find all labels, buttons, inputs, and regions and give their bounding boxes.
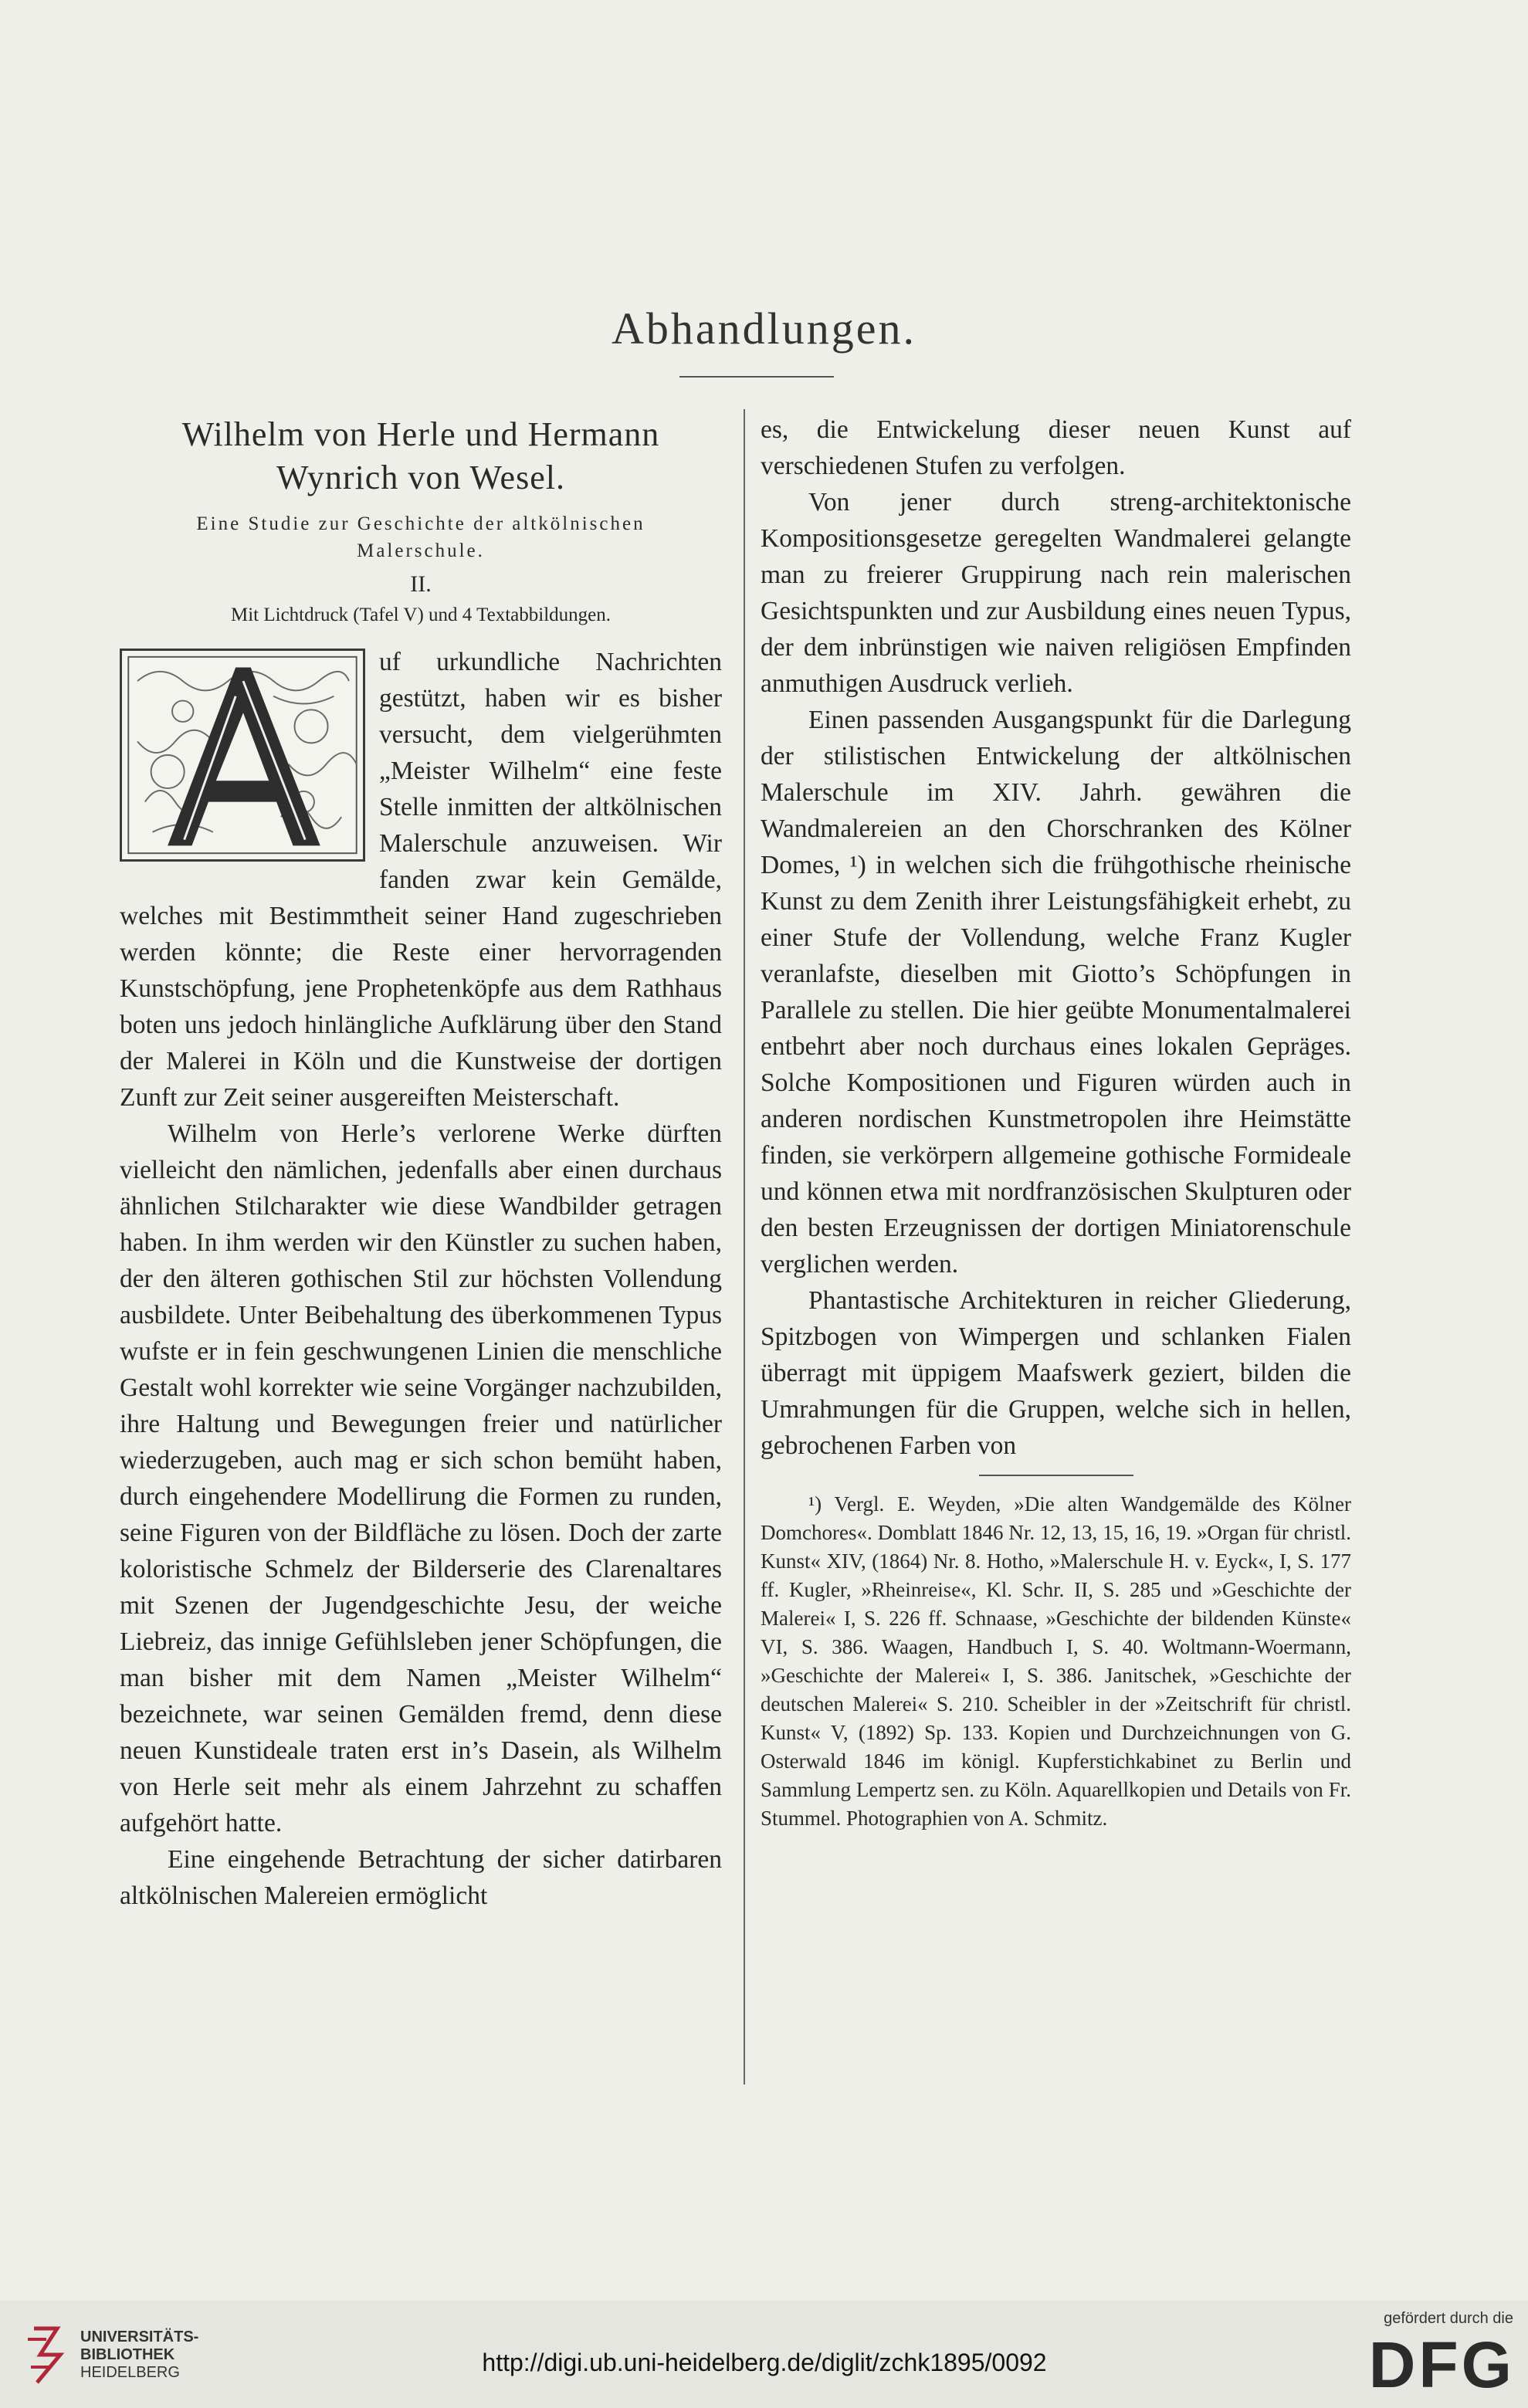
opening-paragraph-block: [120, 644, 722, 1116]
paragraph-architekturen: Phantastische Architekturen in reicher Gliederung, Spitzbogen von Wimpergen und schlanken Fialen überragt mit üppigem Maafswerk geziert, bilden die Umrahmungen für die Gruppen, welche sich in hellen, gebrochenen Farben von: [761, 1286, 1351, 1460]
paragraph-1: uf urkundliche Nachrichten gestützt, haben wir es bisher versucht, dem vielgerühmten „Meister Wilhelm“ eine feste Stelle inmitten der altkölnischen Malerschule anzuweisen. Wir fanden zwar kein Gemälde, welches mit Bestimmtheit seiner Hand zugeschrieben werden könnte; die Reste einer hervorragenden Kunstschöpfung, jene Prophetenköpfe aus dem Rathhaus boten uns jedoch hinlängliche Aufklärung über den Stand der Malerei in Köln und die Kunstweise der dortigen Zunft zur Zeit seiner ausgereiften Meisterschaft.: [120, 648, 722, 1112]
article-part-number: II.: [410, 571, 432, 597]
article-subtitle: [120, 510, 722, 564]
title-rule: [679, 376, 834, 378]
article-title-line1: Wilhelm von Herle und Hermann: [181, 415, 660, 453]
paragraph-3: Eine eingehende Betrachtung der sicher datirbaren altkölnischen Malereien ermöglicht: [120, 1845, 722, 1910]
column-divider: [744, 409, 745, 2085]
library-name-line1: UNIVERSITÄTS-: [80, 2328, 199, 2345]
article-subtitle-line2: Malerschule.: [357, 540, 485, 561]
library-logo[interactable]: [23, 2324, 224, 2386]
funder-label: gefördert durch die: [1384, 2310, 1513, 2327]
paragraph-ausgangspunkt: Einen passenden Ausgangspunkt für die Darlegung der stilistischen Entwickelung der altkölnischen Malerschule im XIV. Jahrh. gewähren die Wandmalereien an den Chorschranken des Kölner Domes, ¹) in welchen sich die frühgothische rheinische Kunst zu dem Zenith ihrer Leistungsfähigkeit erhebt, zu einer Stufe der Vollendung, welche Franz Kugler veranlafste, dieselben mit Giotto’s Schöpfungen in Parallele zu stellen. Die hier geübte Monumentalmalerei entbehrt aber noch durchaus eines lokalen Gepräges. Solche Kompositionen und Figuren würden auch in anderen nordischen Kunstmetropolen ihre Heimstätte finden, sie verkörpern allgemeine gothische Formideale und können etwa mit nordfranzösischen Skulpturen oder den besten Erzeugnissen der dortigen Miniatorenschule verglichen werden.: [761, 706, 1351, 1279]
library-name-line2: BIBLIOTHEK: [80, 2346, 175, 2363]
footnote-rule: [979, 1475, 1133, 1476]
article-title-line2: Wynrich von Wesel.: [276, 459, 565, 496]
paragraph-2: Wilhelm von Herle’s verlorene Werke dürften vielleicht den nämlichen, jedenfalls aber einen durchaus ähnlichen Stilcharakter wie diese Wandbilder getragen haben. In ihm werden wir den Künstler zu suchen haben, der den älteren gothischen Stil zur höchsten Vollendung ausbildete. Unter Beibehaltung des überkommenen Typus wufste er in fein geschwungenen Linien die menschliche Gestalt wohl korrekter wie seine Vorgänger nachzubilden, ihre Haltung und Bewegungen freier und natürlicher wiederzugeben, auch mag er sich schon bemüht haben, durch eingehendere Modellirung die Formen zu runden, seine Figuren von der Bildfläche zu lösen. Doch der zarte koloristische Schmelz der Bilderserie des Clarenaltares mit Szenen der Jugendgeschichte Jesu, der weiche Liebreiz, das innige Gefühlsleben jener Schöpfungen, die man bisher mit dem Namen „Meister Wilhelm“ bezeichnete, war seinen Gemälden fremd, denn diese neuen Kunstideale traten erst in’s Dasein, als Wilhelm von Herle seit mehr als einem Jahrzehnt zu schaffen aufgehört hatte.: [120, 1119, 722, 1837]
paragraph-wandmalerei: Von jener durch streng-architektonische Kompositionsgesetze geregelten Wandmalerei gelangte man zu freierer Gruppirung nach rein malerischen Gesichtspunkten und zur Ausbildung eines neuen Typus, der dem inbrünstigen wie naiven religiösen Empfinden anmuthigen Ausdruck verlieh.: [761, 488, 1351, 698]
library-name-line3: HEIDELBERG: [80, 2364, 180, 2381]
article-title: [120, 413, 722, 500]
paragraph-continued: es, die Entwickelung dieser neuen Kunst auf verschiedenen Stufen zu verfolgen.: [761, 415, 1351, 480]
right-column: [761, 411, 1351, 1833]
ornamental-initial-a-icon: [120, 649, 365, 862]
source-url-link[interactable]: http://digi.ub.uni-heidelberg.de/diglit/zchk1895/0092: [482, 2349, 1047, 2376]
section-title: Abhandlungen.: [612, 303, 916, 354]
dfg-logo[interactable]: DFG: [1368, 2328, 1515, 2401]
left-column: [120, 413, 722, 1914]
library-emblem-icon: [23, 2324, 71, 2386]
illustration-note: Mit Lichtdruck (Tafel V) und 4 Textabbildungen.: [231, 605, 611, 625]
article-subtitle-line1: Eine Studie zur Geschichte der altkölnischen: [196, 513, 645, 534]
library-name: [80, 2328, 198, 2382]
footnote-1: ¹) Vergl. E. Weyden, »Die alten Wandgemälde des Kölner Domchores«. Domblatt 1846 Nr. 12, 13, 15, 16, 19. »Organ für christl. Kunst« XIV, (1864) Nr. 8. Hotho, »Malerschule H. v. Eyck«, I, S. 177 ff. Kugler, »Rheinreise«, Kl. Schr. II, S. 285 und »Geschichte der Malerei« I, S. 226 ff. Schnaase, »Geschichte der bildenden Künste« VI, S. 386. Waagen, Handbuch I, S. 40. Woltmann-Woermann, »Geschichte der Malerei« I, S. 386. Janitschek, »Geschichte der deutschen Malerei« S. 210. Scheibler in der »Zeitschrift für christl. Kunst« V, (1892) Sp. 133. Kopien und Durchzeichnungen von G. Osterwald 1846 im königl. Kupferstichkabinet zu Berlin und Sammlung Lempertz sen. zu Köln. Aquarellkopien und Details von Fr. Stummel. Photographien von A. Schmitz.: [761, 1492, 1351, 1830]
